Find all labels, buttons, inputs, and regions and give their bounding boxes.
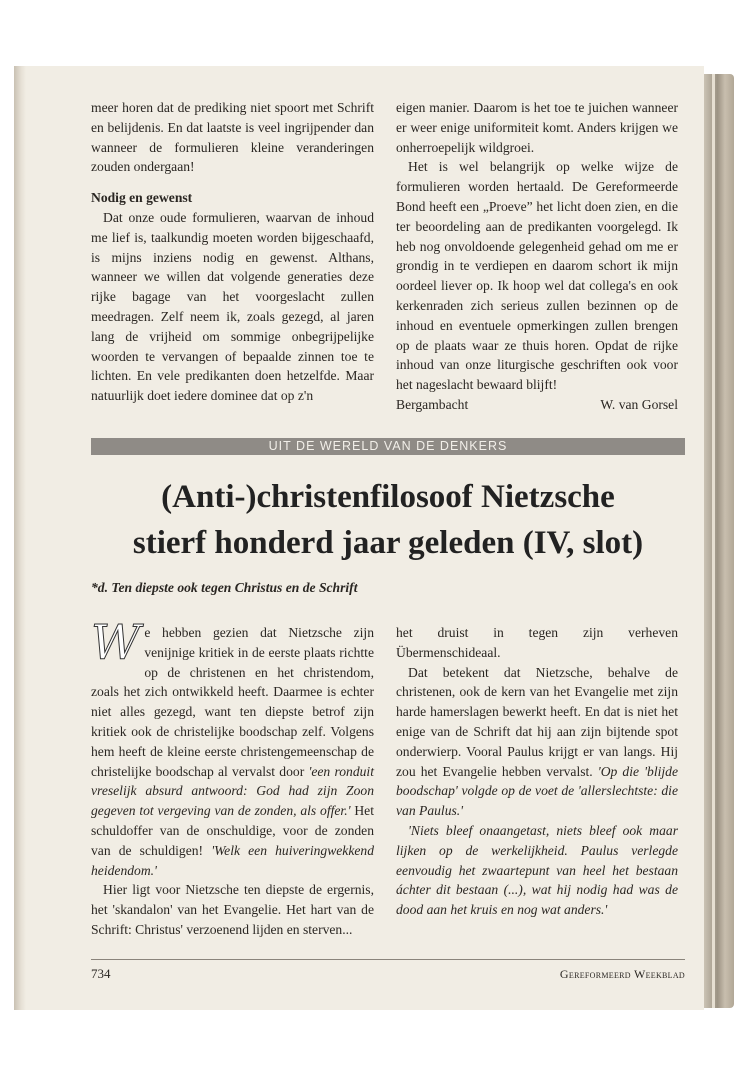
section-banner: UIT DE WERELD VAN DE DENKERS xyxy=(91,438,685,455)
paragraph-text: Dat betekent dat Nietzsche, behalve de christenen, ook de kern van het Evangelie met zijn harde hamerslagen bewerkt heeft. En dat is niet het enige van de Schrift dat hij aan zijn bijtende spot onderwierp. Vooral Paulus krijgt er van langs. Hij zou het Evangelie hebben vervalst. xyxy=(396,664,678,779)
paragraph: Dat onze oude formulieren, waarvan de inhoud me lief is, taalkundig moeten worden bijgeschaafd, is mijns inziens nodig en gewenst. Althans, wanneer we willen dat volgende generaties deze rijke bagage van het voorgeslacht zullen meedragen. Zelf neem ik, zoals gezegd, al jaren lang de vrijheid om sommige onbegrijpelijke woorden te vervangen of bepaalde zinnen toe te lichten. En vele predikanten doen hetzelfde. Maar natuurlijk doet iedere dominee dat op z'n xyxy=(91,209,374,404)
article-title xyxy=(91,474,685,566)
paragraph-text: e hebben gezien dat Nietzsche zijn venijnige kritiek in de eerste plaats richtte op de christenen en het christendom, zoals het zich ontwikkeld heeft. Daarmee is echter niet alles gezegd, want ten diepste betrof zijn kritiek ook de christelijke boodschap zelf. Volgens hem heeft de kleine eerste christengemeenschap de christelijke boodschap al vervalst door xyxy=(91,625,374,779)
top-right-column xyxy=(396,98,678,415)
article-title-line-2: stierf honderd jaar geleden (IV, slot) xyxy=(132,525,644,561)
quote-paragraph: 'Niets bleef onaangetast, niets bleef ook maar lijken op de werkelijkheid. Paulus verlegde eenvoudig het zwaartepunt van heel het bestaan áchter dit bestaan (...), wat hij nodig had was de dood aan het kruis en nog wat anders.' xyxy=(396,822,678,918)
paragraph: meer horen dat de prediking niet spoort met Schrift en belijdenis. En dat laatste is veel ingrijpender dan wanneer de formulieren kleine veranderingen zouden ondergaan! xyxy=(91,100,374,175)
signature-line xyxy=(396,395,678,415)
magazine-name: Gereformeerd Weekblad xyxy=(559,967,685,981)
paragraph: Hier ligt voor Nietzsche ten diepste de ergernis, het 'skandalon' van het Evangelie. Het hart van de Schrift: Christus' verzoenend lijden en sterven... xyxy=(91,882,374,937)
paragraph xyxy=(396,663,678,821)
paragraph: Het is wel belangrijk op welke wijze de formulieren worden hertaald. De Gereformeerde Bond heeft een „Proeve” het licht doen zien, en die ter beoordeling aan de predikanten voorgelegd. Ik heb nog onvoldoende gelegenheid gehad om me er grondig in te verdiepen en daarom schort ik mijn oordeel liever op. Ik hoop wel dat collega's en ook kerkenraden zich serieus zullen bezinnen op de inhoud en eventuele opmerkingen zullen brengen op de plaats waar ze thuis horen. Opdat de rijke inhoud van onze liturgische geschriften ook voor het nageslacht bewaard blijft! xyxy=(396,159,678,393)
quote-text: 'Welk een huiveringwekkend heidendom.' xyxy=(91,842,374,878)
paragraph: eigen manier. Daarom is het toe te juichen wanneer er weer enige uniformiteit komt. Anders krijgen we onherroepelijk wildgroei. xyxy=(396,100,678,155)
book-page-edge-highlight xyxy=(712,74,715,1008)
article-title-line-1: (Anti-)christenfilosoof Nietzsche xyxy=(161,479,615,515)
quote-text: 'een ronduit vreselijk absurd antwoord: God had zijn Zoon gegeven tot vergeving van de zonden, als offer.' xyxy=(91,763,374,819)
paragraph xyxy=(91,615,374,880)
section-heading: *d. Ten diepste ook tegen Christus en de Schrift xyxy=(91,580,358,595)
top-left-column xyxy=(91,98,374,406)
paragraph: het druist in tegen zijn verheven Übermenschideaal. xyxy=(396,625,678,660)
book-page-edges xyxy=(704,74,734,1008)
article-right-column xyxy=(396,623,678,920)
page-gutter-shadow xyxy=(14,66,26,1010)
paragraph-text: Het schuldoffer van de onschuldige, voor de zonden van de schuldigen! xyxy=(91,803,374,858)
quote-text: 'Op die 'blijde boodschap' volgde op de voet de 'allerslechtste: die van Paulus.' xyxy=(396,763,678,819)
page-number: 734 xyxy=(91,966,111,981)
subheading: Nodig en gewenst xyxy=(91,190,193,206)
article-left-column xyxy=(91,615,374,940)
signature-place: Bergambacht xyxy=(396,396,469,412)
background xyxy=(0,0,738,68)
drop-cap: W xyxy=(91,615,141,671)
signature-author: W. van Gorsel xyxy=(600,396,678,412)
footer-rule xyxy=(91,959,685,960)
